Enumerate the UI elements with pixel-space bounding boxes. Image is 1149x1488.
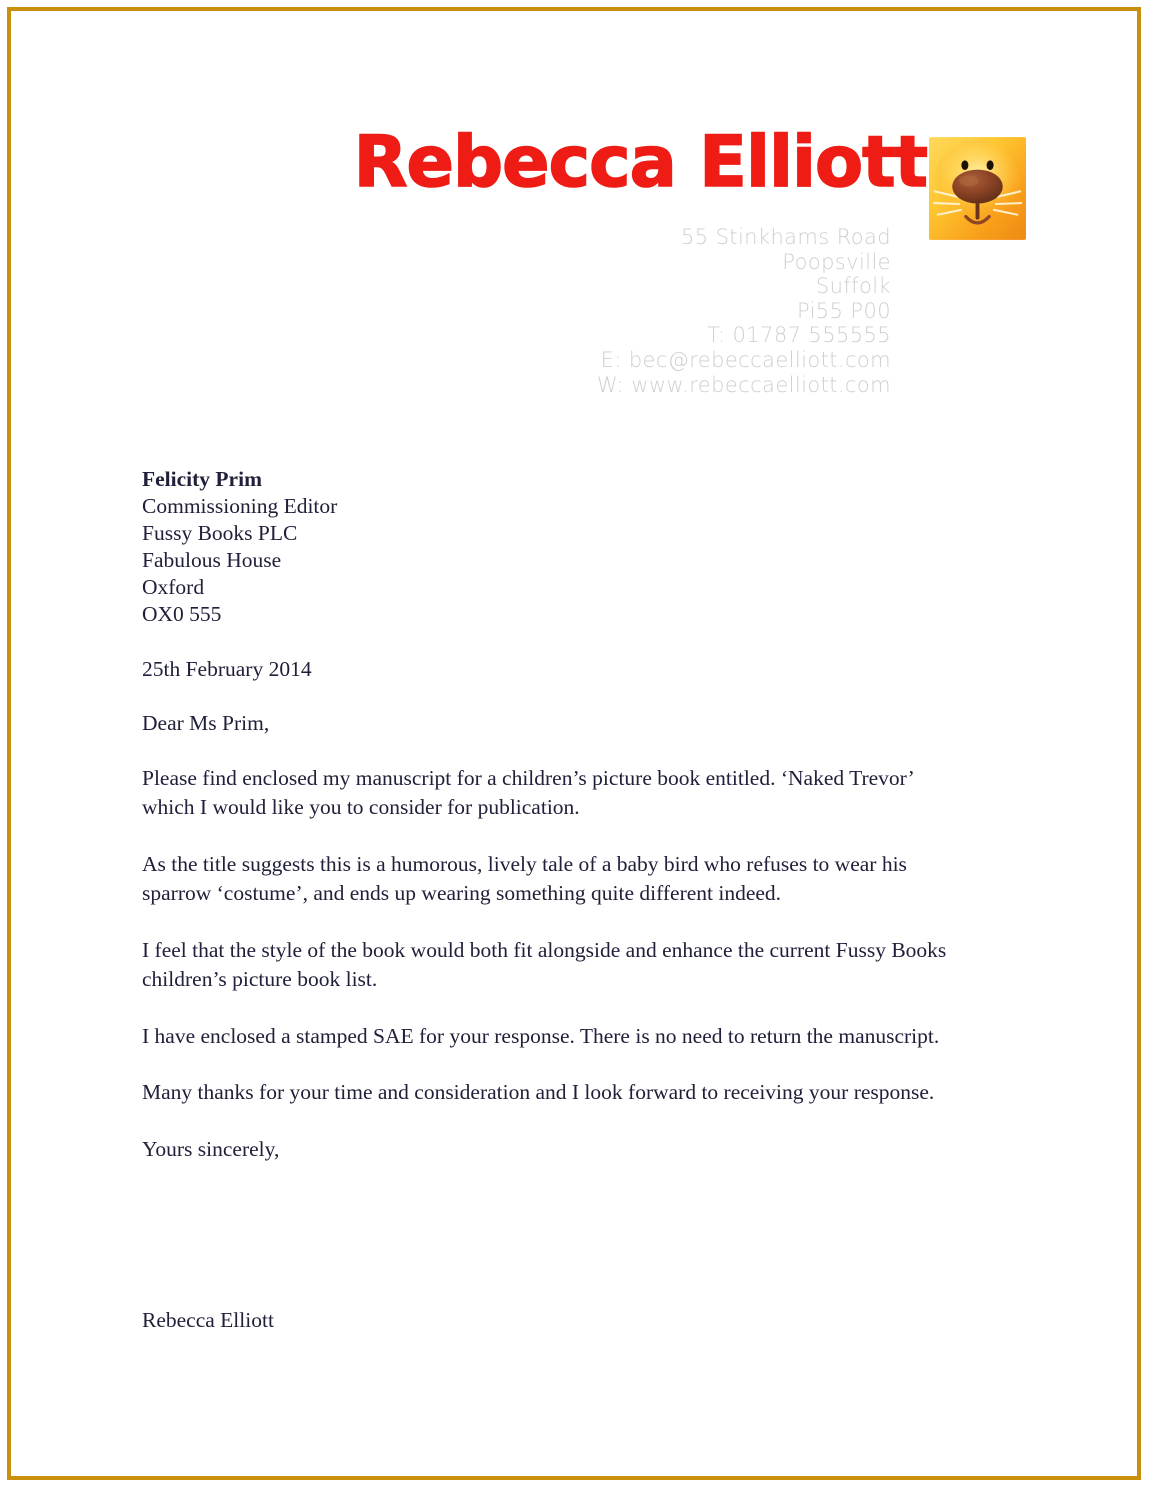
- recipient-city: Oxford: [142, 575, 205, 600]
- recipient-name: Felicity Prim: [142, 467, 262, 491]
- address-line-website[interactable]: W: www.rebeccaelliott.com: [596, 372, 891, 397]
- recipient-postcode: OX0 555: [142, 602, 222, 627]
- address-line-postcode: Pi55 P00: [796, 298, 891, 323]
- brand-name: Rebecca Elliott: [353, 121, 927, 203]
- page-border-frame: [7, 7, 1141, 1480]
- letter-paragraph-1: Please find enclosed my manuscript for a children’s picture book entitled. ‘Naked Trevor’ which I would like you to consider for publication.: [142, 765, 914, 820]
- address-line-street: 55 Stinkhams Road: [680, 225, 891, 249]
- letter-paragraph-4: I have enclosed a stamped SAE for your response. There is no need to return the manuscript.: [142, 1023, 940, 1048]
- letter-salutation: Dear Ms Prim,: [142, 710, 270, 735]
- cat-face-logo: [929, 137, 1026, 240]
- letter-date: 25th February 2014: [142, 656, 312, 681]
- signature-space: [142, 1164, 964, 1307]
- recipient-company: Fussy Books PLC: [142, 521, 298, 546]
- recipient-building: Fabulous House: [142, 548, 282, 573]
- letter-sheet: [11, 11, 1137, 1476]
- letter-closing: Yours sincerely,: [142, 1136, 280, 1161]
- address-line-email[interactable]: E: bec@rebeccaelliott.com: [600, 347, 891, 372]
- letter-paragraph-3: I feel that the style of the book would both fit alongside and enhance the current Fussy Books children’s picture book list.: [142, 937, 947, 992]
- letter-paragraph-2: As the title suggests this is a humorous, lively tale of a baby bird who refuses to wear his sparrow ‘costume’, and ends up wearing something quite different indeed.: [142, 851, 907, 906]
- address-line-town: Poopsville: [782, 249, 891, 274]
- signature-name: Rebecca Elliott: [142, 1308, 274, 1333]
- letter-paragraph-5: Many thanks for your time and consideration and I look forward to receiving your response.: [142, 1080, 935, 1105]
- address-line-phone: T: 01787 555555: [707, 323, 891, 348]
- recipient-address-block: [142, 466, 964, 629]
- brand-row: [11, 121, 1026, 240]
- address-line-county: Suffolk: [815, 274, 891, 299]
- sender-address: [597, 225, 891, 397]
- letterhead: [11, 11, 1137, 401]
- recipient-title: Commissioning Editor: [142, 494, 338, 519]
- letter-body: [142, 466, 964, 1334]
